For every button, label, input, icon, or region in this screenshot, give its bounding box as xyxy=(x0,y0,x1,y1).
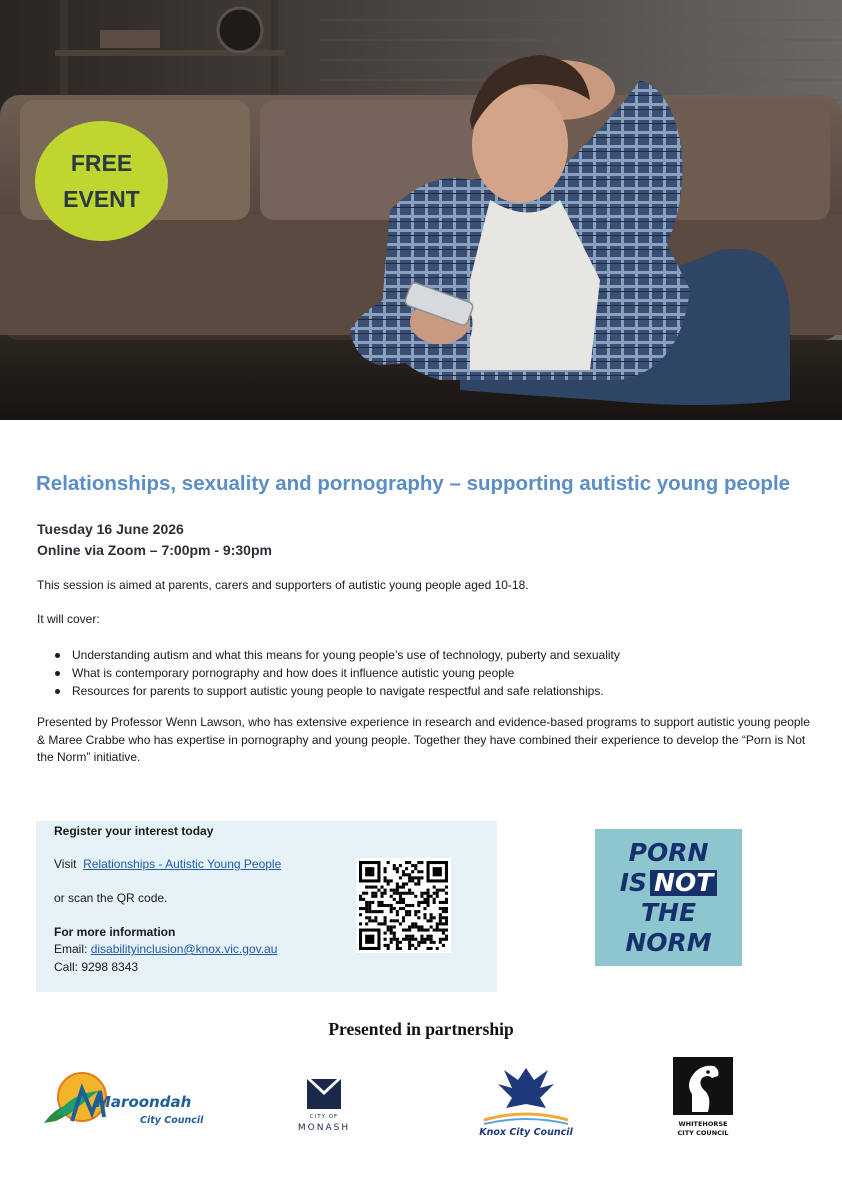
list-item: What is contemporary pornography and how does it influence autistic young people xyxy=(53,664,620,682)
logo-not: NOT xyxy=(650,870,717,896)
list-item: Resources for parents to support autistic young people to navigate respectful and safe relationships. xyxy=(53,682,620,700)
logo-is: IS xyxy=(619,867,648,897)
audience-text: This session is aimed at parents, carers and supporters of autistic young people aged 10-18. xyxy=(37,578,529,592)
list-item: Understanding autism and what this means for young people’s use of technology, puberty and sexuality xyxy=(53,646,620,664)
event-when xyxy=(37,519,272,561)
qr-instruction: or scan the QR code. xyxy=(54,891,168,905)
visit-line xyxy=(54,857,281,871)
event-location-time: Online via Zoom – 7:00pm - 9:30pm xyxy=(37,542,272,558)
email-label: Email: xyxy=(54,942,88,956)
phone-line: Call: 9298 8343 xyxy=(54,960,139,974)
whitehorse-horse-icon xyxy=(668,1056,738,1116)
visit-prefix: Visit xyxy=(54,857,77,871)
maroondah-sub: City Council xyxy=(140,1115,204,1126)
badge-line-2: EVENT xyxy=(63,186,140,212)
partnership-heading: Presented in partnership xyxy=(328,1019,514,1039)
monash-line-1: CITY OF xyxy=(309,1114,339,1120)
event-title: Relationships, sexuality and pornography – supporting autistic young people xyxy=(36,472,791,495)
whitehorse-line-1: WHITEHORSE xyxy=(678,1120,728,1128)
email-link[interactable]: disabilityinclusion@knox.vic.gov.au xyxy=(90,942,278,956)
event-date: Tuesday 16 June 2026 xyxy=(37,521,184,537)
register-link[interactable]: Relationships - Autistic Young People xyxy=(83,857,282,871)
topic-list xyxy=(53,646,620,700)
knox-name: Knox City Council xyxy=(479,1127,573,1138)
knox-eagle-icon xyxy=(476,1064,576,1126)
qr-code[interactable] xyxy=(356,858,451,953)
hero-photo xyxy=(0,0,842,420)
logo-line-3: THE xyxy=(640,897,697,927)
maroondah-name: Maroondah xyxy=(96,1093,192,1111)
register-box xyxy=(36,821,497,992)
whitehorse-line-2: CITY COUNCIL xyxy=(677,1128,729,1137)
presenters-text: Presented by Professor Wenn Lawson, who has extensive experience in research and evidence-based programs to support autistic young people & Maree Crabbe who has expertise in pornography and young people. Together they have combined their experience to develop the “Porn is Not the Norm” initiative. xyxy=(37,715,810,764)
logo-line-4: NORM xyxy=(625,927,712,957)
register-heading: Register your interest today xyxy=(54,824,214,838)
cover-intro: It will cover: xyxy=(37,612,100,626)
info-heading: For more information xyxy=(54,925,176,939)
badge-line-1: FREE xyxy=(70,150,133,176)
logo-line-1: PORN xyxy=(628,837,709,867)
porn-is-not-the-norm-logo xyxy=(595,829,742,966)
logo-line-2 xyxy=(620,868,718,898)
monash-emblem-icon xyxy=(291,1077,357,1111)
email-line xyxy=(54,942,277,956)
whitehorse-name xyxy=(668,1120,738,1137)
knox-logo xyxy=(476,1064,576,1144)
maroondah-logo xyxy=(42,1071,204,1131)
free-event-badge xyxy=(35,121,168,241)
whitehorse-logo xyxy=(668,1056,738,1144)
qr-code-icon xyxy=(359,861,448,950)
monash-line-2: MONASH xyxy=(297,1123,351,1133)
monash-logo xyxy=(291,1077,357,1137)
